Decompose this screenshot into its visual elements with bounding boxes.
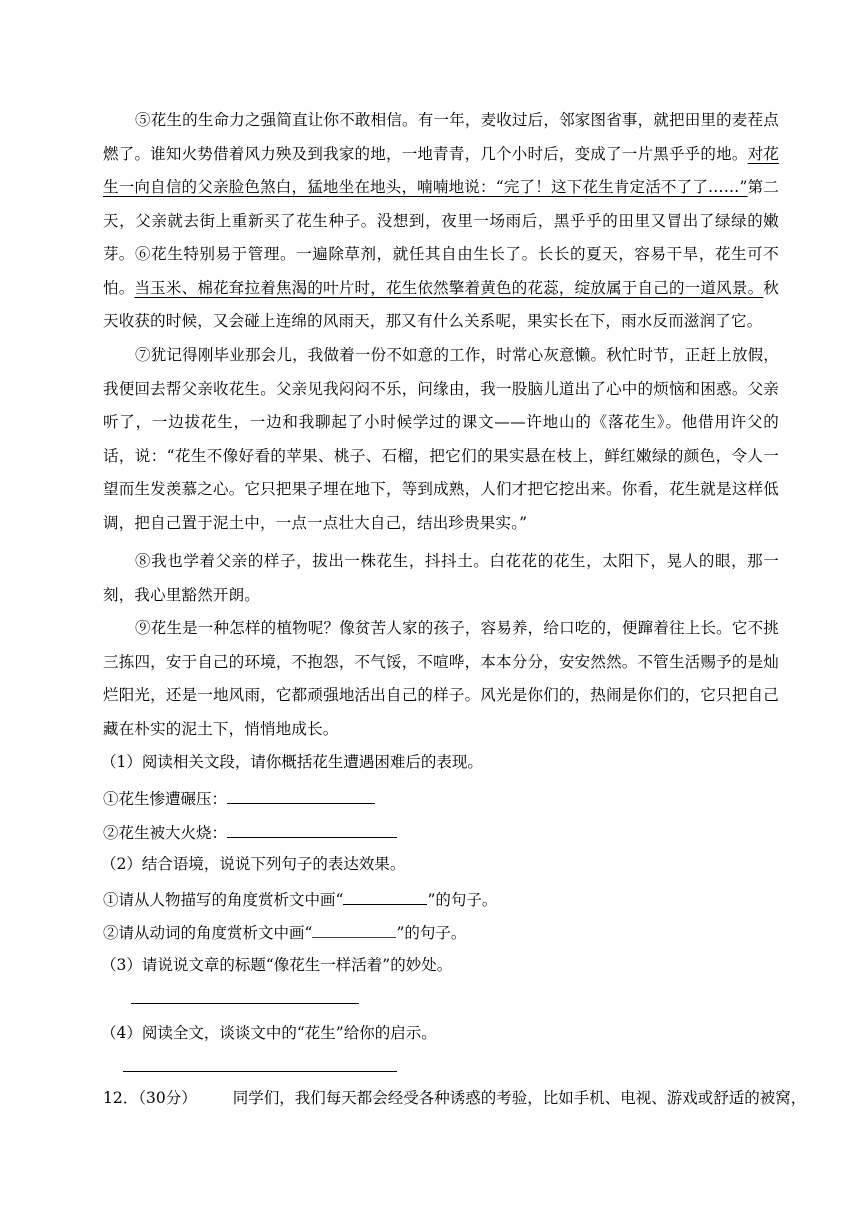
question-2b [103, 921, 466, 943]
paragraph-6-underlined-sentence: 当玉米、棉花耷拉着焦渴的叶片时，花生依然擎着黄色的花蕊，绽放属于自己的一道风景。 [134, 278, 764, 297]
thin-underline-sample [312, 921, 396, 938]
paragraph-9: ⑨花生是一种怎样的植物呢？像贫苦人家的孩子，容易养，给口吃的，便蹿着往上长。它不挑三拣四，安于自己的环境，不抱怨，不气馁，不喧哗，本本分分，安安然然。不管生活赐予的是灿烂阳光，还是一地风雨，它都顽强地活出自己的样子。风光是你们的，热闹是你们的，它只把自己藏在朴实的泥土下，悄悄地成长。 [103, 619, 779, 738]
question-1b-label: ②花生被大火烧： [103, 824, 228, 842]
question-2a-post: ”的句子。 [427, 891, 498, 909]
question-2a [103, 888, 497, 910]
paragraph-6 [103, 238, 779, 339]
solid-underline-sample [343, 888, 427, 905]
question-12-number: 12．（30分） [103, 1089, 197, 1107]
answer-line-3[interactable] [131, 1003, 359, 1004]
question-12 [103, 1088, 806, 1108]
question-1a [103, 787, 375, 809]
question-1: （1）阅读相关文段，请你概括花生遭遇困难后的表现。 [101, 753, 483, 771]
paragraph-5-text-end: 第二天，父亲就去街上重新买了花生种子。没想到，夜里一场雨后，黑乎乎的田里又冒出了绿绿的嫩芽。 [103, 178, 779, 263]
question-2b-post: ”的句子。 [396, 924, 467, 942]
answer-blank-1b[interactable] [227, 821, 397, 838]
question-1b [103, 821, 397, 843]
paragraph-6-text-end: 秋天收获的时候，又会碰上连绵的风雨天，那又有什么关系呢，果实长在下，雨水反而滋润了它。 [103, 278, 779, 330]
question-2: （2）结合语境，说说下列句子的表达效果。 [101, 855, 406, 873]
answer-blank-1a[interactable] [227, 787, 375, 804]
paragraph-7: ⑦犹记得刚毕业那会儿，我做着一份不如意的工作，时常心灰意懒。秋忙时节，正赶上放假，我便回去帮父亲收花生。父亲见我闷闷不乐，问缘由，我一股脑儿道出了心中的烦恼和困惑。父亲听了，一边拔花生，一边和我聊起了小时候学过的课文——许地山的《落花生》。他借用许父的话，说：“花生不像好看的苹果、桃子、石榴，把它们的果实悬在枝上，鲜红嫩绿的颜色，令人一望而生发羡慕之心。它只把果子埋在地下，等到成熟，人们才把它挖出来。你看，花生就是这样低调，把自己置于泥土中，一点一点壮大自己，结出珍贵果实。” [103, 346, 779, 532]
paragraph-6-text: ⑥花生特别易于管理。一遍除草剂，就任其自由生长了。长长的夏天，容易干旱，花生可不怕。 [103, 245, 779, 297]
question-4: （4）阅读全文，谈谈文中的“花生”给你的启示。 [101, 1024, 437, 1042]
answer-line-4[interactable] [123, 1071, 397, 1072]
paragraph-5-text: ⑤花生的生命力之强简直让你不敢相信。有一年，麦收过后，邻家图省事，就把田里的麦茬点燃了。谁知火势借着风力殃及到我家的地，一地青青，几个小时后，变成了一片黑乎乎的地。 [103, 111, 779, 163]
paragraph-5-underlined-sentence: 对花生一向自信的父亲脸色煞白，猛地坐在地头，喃喃地说：“完了！这下花生肯定活不了了……” [103, 144, 779, 196]
paragraph-8: ⑧我也学着父亲的样子，拔出一株花生，抖抖土。白花花的花生，太阳下，晃人的眼，那一刻，我心里豁然开朗。 [103, 552, 779, 604]
question-1a-label: ①花生惨遭碾压： [103, 790, 228, 808]
question-3: （3）请说说文章的标题“像花生一样活着”的妙处。 [101, 956, 453, 974]
question-2a-pre: ①请从人物描写的角度赏析文中画“ [103, 891, 344, 909]
question-12-text: 同学们，我们每天都会经受各种诱惑的考验，比如手机、电视、游戏或舒适的被窝， [232, 1089, 807, 1107]
question-2b-pre: ②请从动词的角度赏析文中画“ [103, 924, 313, 942]
